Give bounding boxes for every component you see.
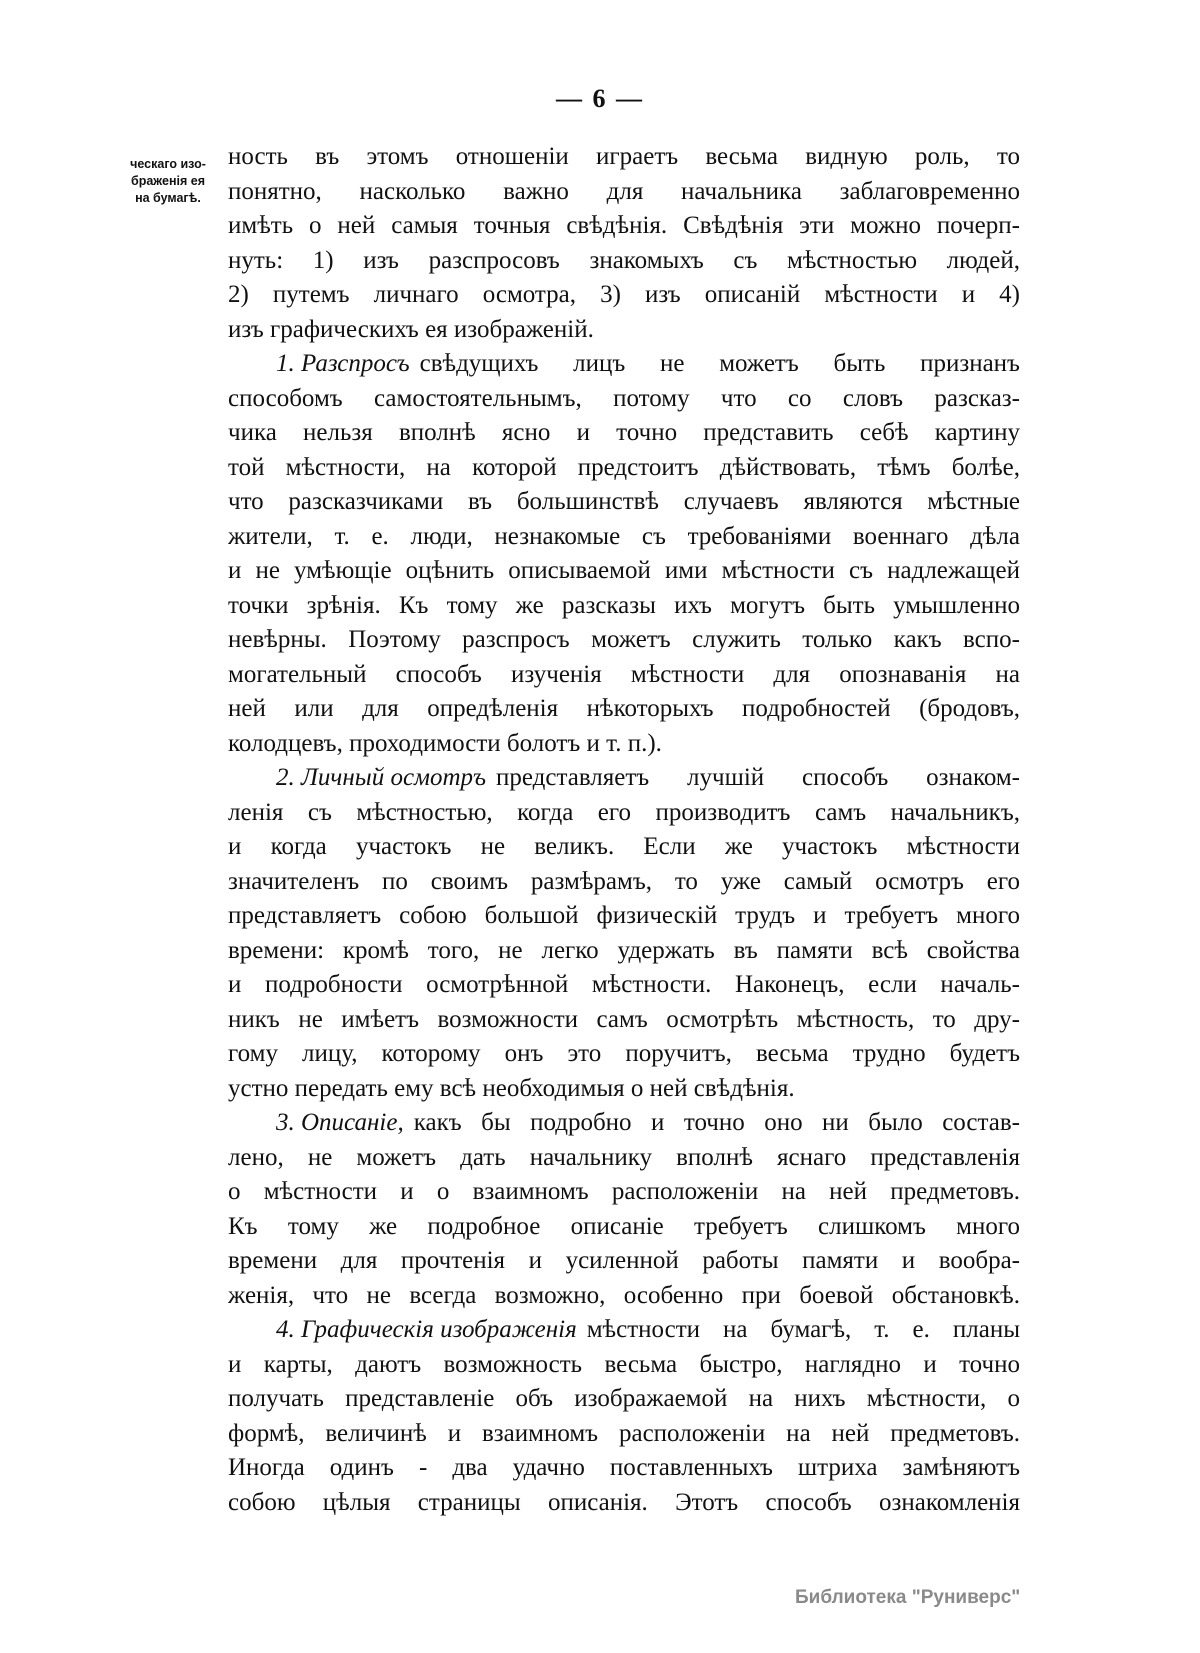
- text-line: [228, 1382, 1020, 1417]
- text-line: [228, 175, 1020, 210]
- line-text: жители, т. е. люди, незнакомые съ требованіями военнаго дѣла: [228, 522, 1020, 550]
- section-heading: 1. Разспросъ: [276, 350, 410, 377]
- line-text: изъ графическихъ ея изображеній.: [228, 315, 594, 343]
- line-text: Иногда одинъ - два удачно поставленныхъ штриха замѣняютъ: [228, 1454, 1020, 1481]
- text-line: [228, 1313, 1020, 1348]
- line-text: имѣть о ней самыя точныя свѣдѣнія. Свѣдѣнія эти можно почерп-: [228, 212, 1020, 239]
- text-line: [228, 416, 1020, 451]
- text-line: [228, 796, 1020, 831]
- line-text: и не умѣющіе оцѣнить описываемой ими мѣстности съ надлежащей: [228, 557, 1020, 584]
- line-text: 2) путемъ личнаго осмотра, 3) изъ описаній мѣстности и 4): [228, 281, 1020, 308]
- line-text: чика нельзя вполнѣ ясно и точно представить себѣ картину: [228, 419, 1020, 446]
- text-line: [228, 209, 1020, 244]
- text-line: [228, 589, 1020, 624]
- library-watermark: Библиотека "Руниверс": [795, 1587, 1021, 1608]
- text-line: [228, 830, 1020, 865]
- text-line: [228, 761, 1020, 796]
- margin-note-line: на бумагѣ.: [135, 191, 201, 205]
- line-text: понятно, насколько важно для начальника заблаговременно: [228, 177, 1020, 205]
- line-text: Къ тому же подробное описаніе требуетъ слишкомъ много: [228, 1212, 1020, 1240]
- text-line: [228, 1003, 1020, 1038]
- line-text: представляетъ лучшій способъ ознаком-: [496, 764, 1020, 791]
- line-text: устно передать ему всѣ необходимыя о ней свѣдѣнія.: [228, 1074, 795, 1102]
- text-line: [228, 865, 1020, 900]
- line-text: и когда участокъ не великъ. Если же участокъ мѣстности: [228, 833, 1020, 860]
- line-text: какъ бы подробно и точно оно ни было состав-: [413, 1109, 1020, 1136]
- text-line: [228, 1279, 1020, 1314]
- text-line: [228, 1106, 1020, 1141]
- text-line: [228, 278, 1020, 313]
- text-line: [228, 1175, 1020, 1210]
- line-text: ней или для опредѣленія нѣкоторыхъ подробностей (бродовъ,: [228, 695, 1020, 722]
- line-text: гому лицу, которому онъ это поручитъ, весьма трудно будетъ: [228, 1040, 1020, 1067]
- line-text: собою цѣлыя страницы описанія. Этотъ способъ ознакомленія: [228, 1488, 1020, 1516]
- text-line: [228, 520, 1020, 555]
- text-line: [228, 1417, 1020, 1452]
- line-text: способомъ самостоятельнымъ, потому что со словъ разсказ-: [228, 384, 1020, 412]
- line-text: женія, что не всегда возможно, особенно при боевой обстановкѣ.: [228, 1281, 1020, 1309]
- text-line: [228, 692, 1020, 727]
- line-text: что разсказчиками въ большинствѣ случаевъ являются мѣстные: [228, 488, 1020, 515]
- text-line: [228, 934, 1020, 969]
- text-line: [228, 1210, 1020, 1245]
- line-text: значителенъ по своимъ размѣрамъ, то уже самый осмотръ его: [228, 867, 1020, 895]
- text-line: [228, 1486, 1020, 1521]
- margin-note-line: ческаго изо-: [130, 157, 206, 171]
- text-line: [228, 968, 1020, 1003]
- text-line: [228, 140, 1020, 175]
- section-heading: 4. Графическія изображенія: [276, 1316, 577, 1343]
- body-text: [228, 140, 1020, 1520]
- text-line: [228, 451, 1020, 486]
- text-line: [228, 1244, 1020, 1279]
- text-line: [228, 1072, 1020, 1107]
- section-heading: 2. Личный осмотръ: [276, 764, 487, 791]
- text-line: [228, 658, 1020, 693]
- text-line: [228, 623, 1020, 658]
- text-line: [228, 727, 1020, 762]
- text-line: [228, 347, 1020, 382]
- text-line: [228, 382, 1020, 417]
- text-line: [228, 244, 1020, 279]
- text-line: [228, 313, 1020, 348]
- line-text: и карты, даютъ возможность весьма быстро, наглядно и точно: [228, 1350, 1020, 1378]
- line-text: нуть: 1) изъ разспросовъ знакомыхъ съ мѣстностью людей,: [228, 246, 1020, 274]
- line-text: могательный способъ изученія мѣстности для опознаванія на: [228, 660, 1020, 688]
- text-line: [228, 1451, 1020, 1486]
- text-line: [228, 554, 1020, 589]
- text-line: [228, 1348, 1020, 1383]
- margin-note-line: браженія ея: [131, 174, 205, 188]
- line-text: времени для прочтенія и усиленной работы памяти и вообра-: [228, 1247, 1020, 1274]
- margin-note: [116, 156, 220, 207]
- line-text: представляетъ собою большой физическій трудъ и требуетъ много: [228, 902, 1020, 929]
- line-text: мѣстности на бумагѣ, т. е. планы: [586, 1316, 1020, 1343]
- line-text: о мѣстности и о взаимномъ расположеніи на ней предметовъ.: [228, 1178, 1020, 1205]
- line-text: и подробности осмотрѣнной мѣстности. Наконецъ, если началь-: [228, 971, 1020, 998]
- section-heading: 3. Описаніе,: [276, 1109, 404, 1136]
- line-text: невѣрны. Поэтому разспросъ можетъ служить только какъ вспо-: [228, 626, 1020, 653]
- text-line: [228, 899, 1020, 934]
- line-text: ность въ этомъ отношеніи играетъ весьма видную роль, то: [228, 143, 1020, 170]
- text-line: [228, 485, 1020, 520]
- line-text: той мѣстности, на которой предстоитъ дѣйствовать, тѣмъ болѣе,: [228, 453, 1020, 481]
- line-text: колодцевъ, проходимости болотъ и т. п.).: [228, 729, 662, 757]
- line-text: ленія съ мѣстностью, когда его производитъ самъ начальникъ,: [228, 798, 1020, 826]
- line-text: свѣдущихъ лицъ не можетъ быть признанъ: [419, 350, 1020, 377]
- page-number: — 6 —: [556, 84, 644, 113]
- line-text: точки зрѣнія. Къ тому же разсказы ихъ могутъ быть умышленно: [228, 591, 1020, 619]
- text-line: [228, 1037, 1020, 1072]
- line-text: лено, не можетъ дать начальнику вполнѣ яснаго представленія: [228, 1143, 1020, 1171]
- line-text: формѣ, величинѣ и взаимномъ расположеніи на ней предметовъ.: [228, 1419, 1020, 1447]
- line-text: никъ не имѣетъ возможности самъ осмотрѣть мѣстность, то дру-: [228, 1005, 1020, 1033]
- line-text: получать представленіе объ изображаемой на нихъ мѣстности, о: [228, 1385, 1020, 1412]
- line-text: времени: кромѣ того, не легко удержать въ памяти всѣ свойства: [228, 936, 1020, 964]
- text-line: [228, 1141, 1020, 1176]
